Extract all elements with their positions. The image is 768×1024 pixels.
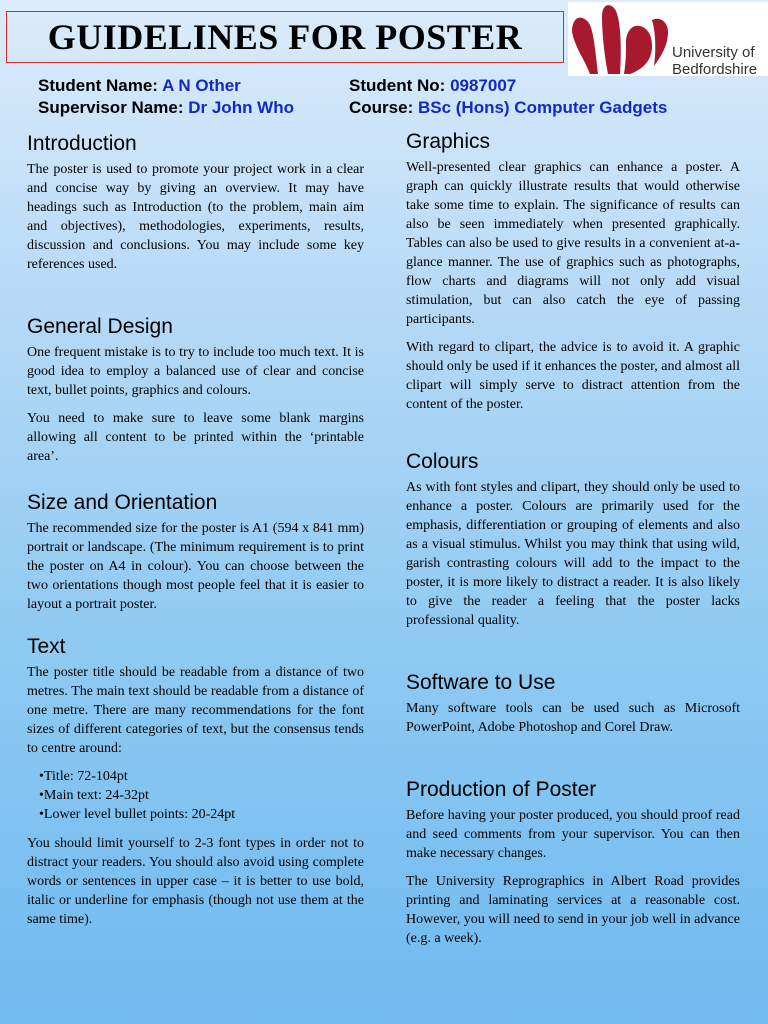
general-design-paragraph-1: One frequent mistake is to try to include too much text. It is good idea to employ a balanced use of clear and concise text, bullet points, graphics and colours. [27,345,364,398]
section-graphics [406,130,740,423]
colours-heading: Colours [406,450,479,473]
logo-text [672,44,757,78]
text-heading: Text [27,635,66,658]
size-orientation-heading: Size and Orientation [27,491,218,514]
production-paragraph-1: Before having your poster produced, you should proof read and seed comments from your supervisor. You can then make necessary changes. [406,808,740,861]
student-no-value: 0987007 [450,76,517,95]
title-box [6,11,564,63]
section-production [406,778,740,957]
university-logo [568,2,768,76]
font-size-list [27,767,364,824]
section-size-orientation [27,491,364,623]
logo-line-2: Bedfordshire [672,61,758,78]
student-name-value: A N Other [162,76,241,95]
logo-mark-icon [568,2,672,76]
colours-paragraph: As with font styles and clipart, they should only be used to enhance a poster. Colours are primarily used for the emphasis, differentiation or grouping of elements and also as a visual stimulus. Whilst you may think that using wild, garish contrasting colours will add to the impact to the poster, it is more likely to distract a reader. It is also likely to give the reader a feeling that the poster lacks professional quality. [406,480,740,628]
section-colours [406,450,740,639]
section-text [27,635,364,938]
graphics-heading: Graphics [406,130,491,153]
production-paragraph-2: The University Reprographics in Albert Road provides printing and laminating services at a reasonable cost. However, you will need to send in your job well in advance (e.g. a week). [406,874,740,946]
section-introduction [27,132,364,283]
text-paragraph-2: You should limit yourself to 2-3 font types in order not to distract your readers. You should also avoid using complete words or sentences in upper case – it is better to use bold, italic or underline for emphasis (though not use them at the same time). [27,836,364,927]
general-design-heading: General Design [27,315,173,338]
poster-title: GUIDELINES FOR POSTER [47,17,523,57]
student-name-row [38,76,241,96]
list-item: •Title: 72-104pt [39,769,128,784]
student-name-label: Student Name: [38,76,158,95]
supervisor-value: Dr John Who [188,98,294,117]
section-software [406,671,740,746]
student-no-row [349,76,516,96]
list-item: •Lower level bullet points: 20-24pt [39,807,236,822]
graphics-paragraph-1: Well-presented clear graphics can enhance a poster. A graph can quickly illustrate results that would otherwise take some time to explain. The significance of results can also be seen immediately when presented graphically. Tables can also be used to give results in a convenient at-a-glance manner. The use of graphics such as photographs, flow charts and diagrams will not only add visual stimulation, but can also catch the eye of passing participants. [406,160,740,327]
list-item: •Main text: 24-32pt [39,788,149,803]
student-no-label: Student No: [349,76,446,95]
graphics-paragraph-2: With regard to clipart, the advice is to avoid it. A graphic should only be used if it enhances the poster, and almost all clipart will simply serve to distract attention from the content of the poster. [406,340,740,412]
course-row [349,98,667,118]
software-paragraph: Many software tools can be used such as Microsoft PowerPoint, Adobe Photoshop and Corel Draw. [406,701,740,735]
supervisor-label: Supervisor Name: [38,98,184,117]
supervisor-row [38,98,294,118]
section-general-design [27,315,364,475]
text-paragraph-1: The poster title should be readable from a distance of two metres. The main text should be readable from a distance of one metre. There are many recommendations for the font sizes of different categories of text, but the consensus tends to centre around: [27,665,364,756]
course-label: Course: [349,98,414,117]
course-value: BSc (Hons) Computer Gadgets [417,98,668,117]
introduction-paragraph: The poster is used to promote your project work in a clear and concise way by giving an overview. It may have headings such as Introduction (to the problem, main aim and objectives), methodologies, experiments, results, discussion and conclusions. You may include some key references used. [27,162,364,272]
general-design-paragraph-2: You need to make sure to leave some blank margins allowing all content to be printed within the ‘printable area’. [27,411,364,464]
logo-line-1: University of [672,44,755,61]
introduction-heading: Introduction [27,132,137,155]
size-orientation-paragraph: The recommended size for the poster is A1 (594 x 841 mm) portrait or landscape. (The minimum requirement is to print the poster on A4 in colour). You can choose between the two orientations though most people feel that it is easier to layout a portrait poster. [27,521,364,612]
production-heading: Production of Poster [406,778,597,801]
software-heading: Software to Use [406,671,556,694]
